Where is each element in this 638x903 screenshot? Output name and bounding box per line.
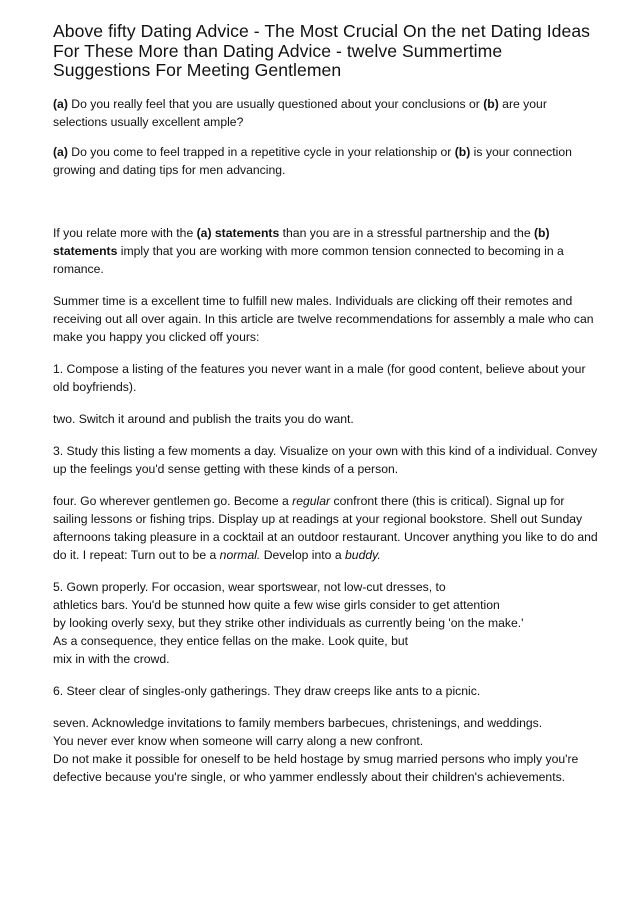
item-4-italic-buddy: buddy. [345, 547, 381, 562]
list-item-4 [53, 492, 598, 564]
list-item-2: two. Switch it around and publish the traits you do want. [53, 411, 354, 426]
list-item-5 [53, 578, 598, 668]
marker-a: (a) [53, 96, 68, 111]
list-item-7 [53, 714, 598, 786]
page-title: Above fifty Dating Advice - The Most Crucial On the net Dating Ideas For These More than Dating Advice - twelve Summertime Suggestions For Meeting Gentlemen [53, 21, 591, 80]
relate-text-1: If you relate more with the [53, 225, 197, 240]
item-4-text-1: four. Go wherever gentlemen go. Become a [53, 493, 293, 508]
question-2-text-b: is your connection growing and dating tips for men advancing. [53, 144, 572, 177]
item-4-text-2: confront there (this is critical). Signal up for sailing lessons or fishing trips. Display up at readings at your regional bookstore. Shell out Sunday afternoons taking pleasure in a cocktail at an outdoor restaurant. Uncover anything you like to do and do it. I repeat: Turn out to be a [53, 493, 598, 562]
item-7-line-3: Do not make it possible for oneself to be held hostage by smug married persons who imply you're defective because you're single, or who yammer endlessly about their children's achievements. [53, 751, 579, 784]
item-5-line-3: by looking overly sexy, but they strike other individuals as currently being 'on the make.' [53, 615, 524, 630]
paragraph-question-1 [53, 95, 598, 131]
item-5-line-1: 5. Gown properly. For occasion, wear sportswear, not low-cut dresses, to [53, 579, 446, 594]
question-1-text-a: Do you really feel that you are usually questioned about your conclusions or [67, 96, 484, 111]
marker-b: (b) [483, 96, 499, 111]
item-4-italic-normal: normal. [219, 547, 261, 562]
relate-text-3: imply that you are working with more common tension connected to becoming in a romance. [53, 243, 564, 276]
marker-b: (b) [454, 144, 471, 159]
list-item-1: 1. Compose a listing of the features you never want in a male (for good content, believe about your old boyfriends). [53, 361, 586, 394]
relate-bold-a: (a) statements [196, 225, 280, 240]
paragraph-summer: Summer time is a excellent time to fulfill new males. Individuals are clicking off their remotes and receiving out all over again. In this article are twelve recommendations for assembly a male who can make you happy you clicked off yours: [53, 293, 594, 344]
relate-bold-b: (b) statements [53, 225, 550, 258]
question-2-text-a: Do you come to feel trapped in a repetitive cycle in your relationship or [67, 144, 455, 159]
item-5-line-4: As a consequence, they entice fellas on the make. Look quite, but [53, 633, 409, 648]
marker-a: (a) [53, 144, 68, 159]
paragraph-relate [53, 224, 598, 278]
item-4-text-3: Develop into a [260, 547, 346, 562]
item-4-italic-regular: regular [292, 493, 331, 508]
paragraph-question-2 [53, 143, 598, 179]
relate-text-2: than you are in a stressful partnership and the [279, 225, 534, 240]
item-5-line-2: athletics bars. You'd be stunned how quite a few wise girls consider to get attention [53, 597, 500, 612]
list-item-6: 6. Steer clear of singles-only gatherings. They draw creeps like ants to a picnic. [53, 683, 481, 698]
item-7-line-2: You never ever know when someone will carry along a new confront. [53, 733, 424, 748]
question-1-text-b: are your selections usually excellent ample? [53, 96, 547, 129]
list-item-3: 3. Study this listing a few moments a day. Visualize on your own with this kind of a individual. Convey up the feelings you'd sense getting with these kinds of a person. [53, 443, 598, 476]
item-5-line-5: mix in with the crowd. [53, 651, 170, 666]
item-7-line-1: seven. Acknowledge invitations to family members barbecues, christenings, and weddings. [53, 715, 543, 730]
